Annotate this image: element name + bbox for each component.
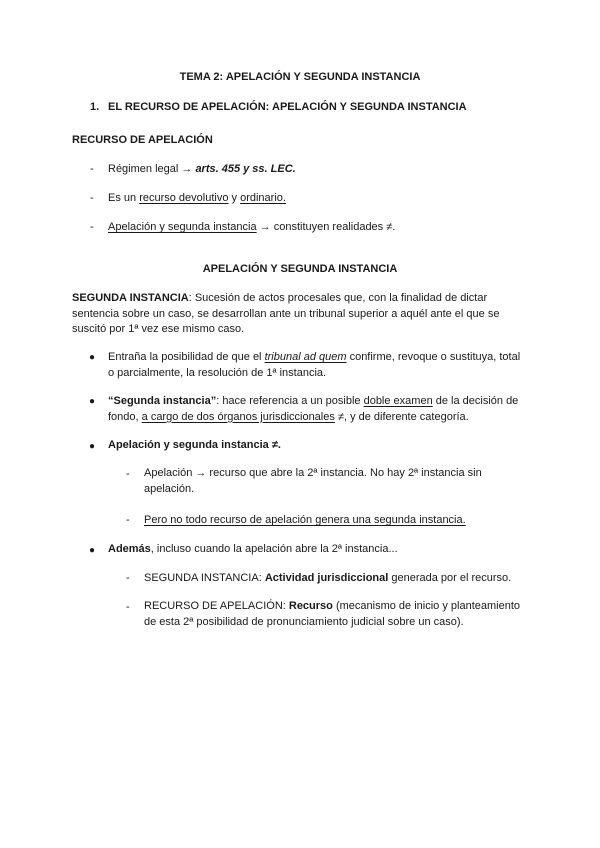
item-text: fondo, <box>108 410 142 423</box>
item-text: confirme, revoque o sustituya, total <box>346 351 521 363</box>
bold-term: Además <box>108 543 151 555</box>
list-item-regimen <box>108 163 296 175</box>
dash-marker: - <box>126 514 130 526</box>
item-text: Régimen legal → <box>108 163 196 175</box>
dash-marker: - <box>90 221 94 233</box>
item-bold-ref: arts. 455 y ss. LEC. <box>195 163 296 175</box>
underlined-term: ordinario. <box>240 192 286 204</box>
dash-marker: - <box>90 163 94 175</box>
bullet-item <box>108 543 398 555</box>
item-text: de la decisión de <box>432 395 519 407</box>
item-text: ≠, y de diferente categoría. <box>334 410 469 423</box>
underlined-term: recurso devolutivo <box>139 192 229 204</box>
italic-underlined-term: tribunal ad quem <box>264 351 347 363</box>
dash-marker: - <box>126 468 130 480</box>
main-title: TEMA 2: APELACIÓN Y SEGUNDA INSTANCIA <box>179 71 421 83</box>
item-text: y <box>228 192 241 204</box>
item-text: Entraña la posibilidad de que el <box>108 351 265 363</box>
dash-marker: - <box>90 192 94 204</box>
item-text: , incluso cuando la apelación abre la 2ª instancia... <box>150 543 398 555</box>
bullet-marker: ● <box>89 545 96 556</box>
item-text: SEGUNDA INSTANCIA: <box>144 572 265 584</box>
section-heading <box>90 101 99 113</box>
item-text: de esta 2ª posibilidad de pronunciamiento judicial sobre un caso). <box>144 615 464 628</box>
definition-text: : Sucesión de actos procesales que, con la finalidad de dictar <box>188 292 488 304</box>
underlined-term: Apelación y segunda instancia <box>108 221 257 233</box>
item-text: Apelación → recurso que abre la 2ª instancia. No hay 2ª instancia sin <box>144 467 482 479</box>
dash-marker: - <box>126 601 130 613</box>
definition-text: suscitó por 1ª vez ese mismo caso. <box>72 323 245 335</box>
dash-marker: - <box>126 572 130 584</box>
item-text: → constituyen realidades ≠. <box>256 221 396 233</box>
list-item-recurso <box>108 192 286 204</box>
item-text: : hace referencia a un posible <box>216 395 364 407</box>
list-item-apelacion <box>108 221 395 233</box>
definition-paragraph <box>72 291 532 338</box>
definition-term: SEGUNDA INSTANCIA <box>72 292 189 304</box>
sub-item <box>144 572 511 584</box>
item-text: generada por el recurso. <box>388 572 512 584</box>
bold-term: Recurso <box>288 600 333 612</box>
bullet-item-bold: Apelación y segunda instancia ≠. <box>108 439 281 451</box>
sub-item <box>144 599 564 630</box>
section-number: 1. <box>90 101 100 113</box>
bullet-marker: ● <box>89 441 96 452</box>
bullet-item <box>108 394 548 425</box>
item-text: Es un <box>108 192 140 204</box>
underlined-term: doble examen <box>363 395 433 407</box>
center-heading: APELACIÓN Y SEGUNDA INSTANCIA <box>202 263 398 275</box>
bold-term: “Segunda instancia” <box>108 395 217 407</box>
bullet-item <box>108 350 548 381</box>
item-text: apelación. <box>144 482 195 495</box>
section-title: EL RECURSO DE APELACIÓN: APELACIÓN Y SEGUNDA INSTANCIA <box>108 101 467 113</box>
subheading-recurso: RECURSO DE APELACIÓN <box>72 134 213 146</box>
underlined-term: a cargo de dos órganos jurisdiccionales <box>141 410 335 423</box>
item-text: (mecanismo de inicio y planteamiento <box>332 600 520 612</box>
item-text: o parcialmente, la resolución de 1ª instancia. <box>108 366 327 379</box>
definition-text: sentencia sobre un caso, se desarrollan ante un tribunal superior a aquél ante el que se <box>72 307 500 320</box>
sub-item-underlined: Pero no todo recurso de apelación genera una segunda instancia. <box>144 514 466 526</box>
sub-item <box>144 466 544 497</box>
item-text: RECURSO DE APELACIÓN: <box>144 600 289 612</box>
bold-term: Actividad jurisdiccional <box>264 572 389 584</box>
bullet-marker: ● <box>89 352 96 363</box>
bullet-marker: ● <box>89 396 96 407</box>
